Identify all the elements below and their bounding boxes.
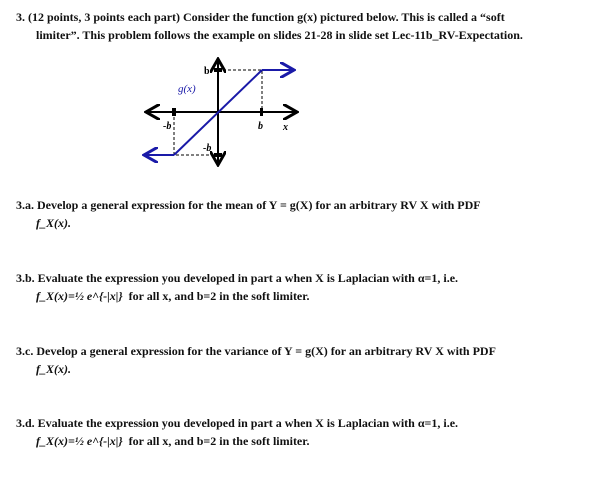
part-d-pdf: f_X(x)=½ e^{-|x|} [36,434,123,448]
g-label: g(x) [178,83,196,95]
x-label: x [283,122,288,133]
part-a [16,196,591,232]
part-b-pdf: f_X(x)=½ e^{-|x|} [36,289,123,303]
question-line-2: limiter”. This problem follows the example on slides 21-28 in slide set Lec-11b_RV-Expectation. [36,28,523,42]
question-intro [16,8,591,44]
part-b-line-2: for all x, and b=2 in the soft limiter. [128,289,310,303]
neg-b-y-label: -b [203,143,212,154]
part-d-line-2: for all x, and b=2 in the soft limiter. [128,434,310,448]
part-c-line-2: f_X(x). [36,362,71,376]
part-d-line-1: 3.d. Evaluate the expression you developed in part a when X is Laplacian with α=1, i.e. [16,416,459,430]
part-b-line-1: 3.b. Evaluate the expression you developed in part a when X is Laplacian with α=1, i.e. [16,271,459,285]
b-top-label: b [204,66,210,77]
neg-b-x-label: -b [163,121,172,132]
soft-limiter-figure [130,55,310,175]
part-a-line-1: 3.a. Develop a general expression for the mean of Y = g(X) for an arbitrary RV X with PDF [16,198,481,212]
part-c [16,342,591,378]
part-b [16,269,591,305]
part-a-line-2: f_X(x). [36,216,71,230]
question-line-1: 3. (12 points, 3 points each part) Consider the function g(x) pictured below. This is called a “soft [16,10,505,24]
part-c-line-1: 3.c. Develop a general expression for the variance of Y = g(X) for an arbitrary RV X with PDF [16,344,496,358]
b-label: b [258,121,263,132]
part-d [16,414,591,450]
